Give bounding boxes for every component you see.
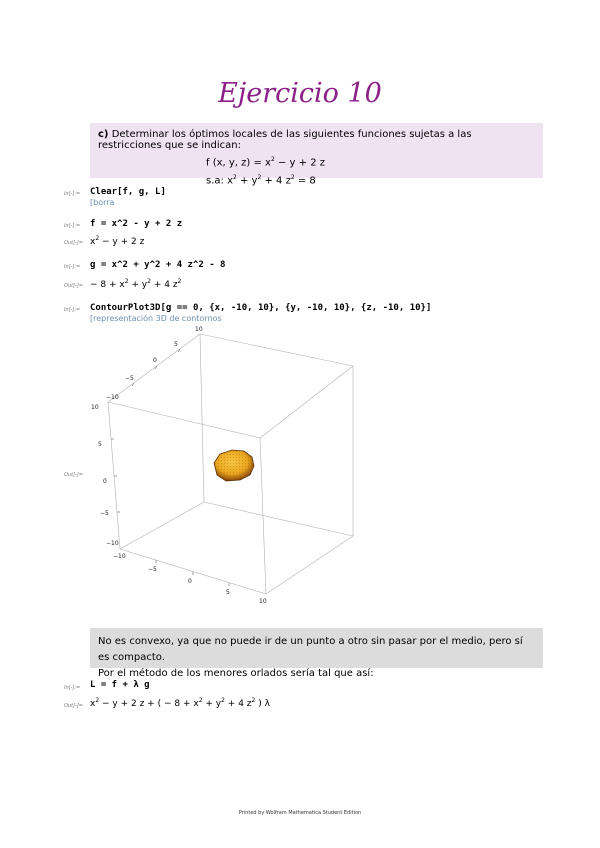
tick-label: 5	[226, 589, 230, 596]
output-cell-g: − $8 + x^2 + y^2 + 4$ $z^2$	[90, 278, 182, 290]
input-label: In[-]:=	[64, 223, 81, 229]
tick-label: −10	[106, 540, 119, 547]
tick-label: 5	[174, 341, 178, 348]
box-edge	[108, 402, 260, 438]
tick-marks	[111, 349, 229, 586]
box-edge	[108, 402, 120, 549]
tick-label: −10	[113, 553, 126, 560]
tick-label: −10	[106, 394, 119, 401]
tick-label: 0	[153, 357, 157, 364]
box-edge	[204, 502, 353, 536]
tick-label: 10	[259, 598, 267, 605]
note-line-1: No es convexo, ya que no puede ir de un punto a otro sin pasar por el medio, pero sí es compacto.	[98, 636, 523, 663]
box-edge	[260, 366, 353, 438]
input-label: In[-]:=	[64, 307, 81, 313]
output-cell-lagrangian: $x^2 - y + 2$ z + ( − $8 + x^2 + y^2 + 4$ $z^2$ ) λ	[90, 697, 270, 709]
input-label: In[-]:=	[64, 264, 81, 270]
input-cell-clear[interactable]: Clear[f, g, L]	[90, 187, 166, 197]
input-cell-contourplot[interactable]: ContourPlot3D[g == 0, {x, -10, 10}, {y, -10, 10}, {z, -10, 10}]	[90, 303, 432, 313]
tick-label: 0	[188, 578, 192, 585]
output-label: Out[-]=	[64, 703, 83, 709]
box-edge	[108, 334, 200, 402]
box-edge	[120, 502, 204, 549]
tick-label: 5	[98, 441, 102, 448]
tick-label: −5	[148, 566, 157, 573]
tick-label: 10	[195, 326, 203, 333]
input-cell-g[interactable]: g = x^2 + y^2 + 4 z^2 - 8	[90, 260, 226, 270]
tick-label: 10	[91, 404, 99, 411]
hint-clear: [borra	[90, 198, 115, 207]
box-edge	[266, 536, 353, 594]
ellipsoid-surface	[214, 450, 254, 481]
input-cell-f[interactable]: f = x^2 - y + 2 z	[90, 219, 183, 229]
problem-text: Determinar los óptimos locales de las siguientes funciones sujetas a las restricciones que se indican:	[98, 129, 472, 151]
restriction-definition: s.a: $x^2 + y^2 + 4$ $z^2 = 8$	[206, 174, 316, 187]
page-title: Ejercicio 10	[218, 78, 382, 109]
output-label: Out[-]=	[64, 472, 83, 478]
box-edge	[200, 334, 353, 366]
problem-label: c)	[98, 129, 109, 140]
footer-text: Printed by Wolfram Mathematica Student Edition	[238, 810, 362, 816]
hint-contourplot: [representación 3D de contornos	[90, 314, 222, 323]
box-edge	[120, 549, 266, 594]
input-cell-lagrangian[interactable]: L = f + λ g	[90, 680, 150, 690]
input-label: In[-]:=	[64, 191, 81, 197]
tick-label: −5	[100, 510, 109, 517]
note-line-2: Por el método de los menores orlados sería tal que así:	[98, 668, 374, 679]
tick-label: −5	[125, 375, 134, 382]
problem-statement	[90, 123, 543, 187]
output-label: Out[-]=	[64, 283, 83, 289]
output-cell-f: $x^2 - y + 2$ z	[90, 235, 145, 247]
contour-plot-3d[interactable]	[88, 324, 368, 606]
input-label: In[-]:=	[64, 685, 81, 691]
output-label: Out[-]=	[64, 240, 83, 246]
note-text	[90, 628, 543, 679]
function-definition: f (x, y, $z) = x^2 - y + 2$ z	[206, 156, 325, 169]
tick-label: 0	[103, 478, 107, 485]
box-edge	[200, 334, 204, 502]
